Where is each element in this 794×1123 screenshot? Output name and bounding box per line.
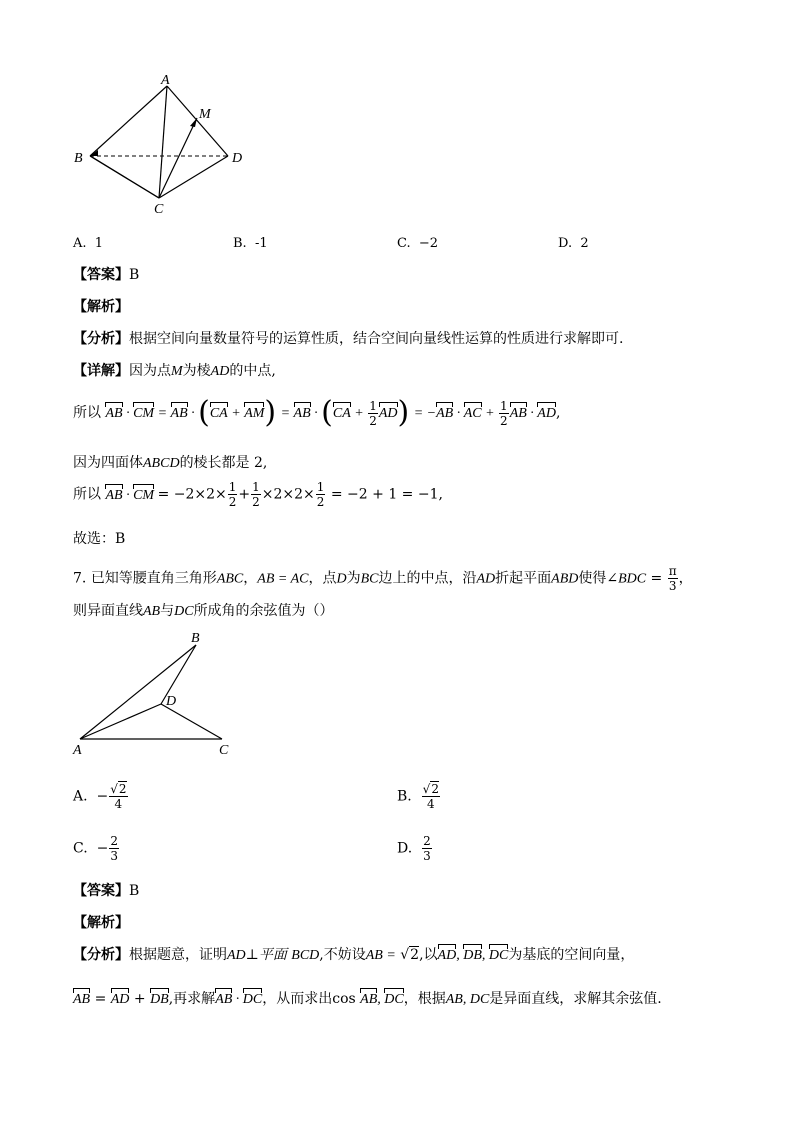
q6-choose: 故选：B (73, 531, 126, 547)
q7-fenxi-line-2: AB = AD + DB,再求解AB · DC，从而求出cos AB, DC，根据AB, DC是异面直线，求解其余弦值. (73, 991, 662, 1007)
q6-answer: 【答案】B (73, 267, 140, 283)
q7-answer: 【答案】B (73, 883, 140, 899)
q7-option-a: A. − $\frac{√2}{4}$ (73, 782, 127, 811)
q6-analysis-heading: 【解析】 (73, 299, 129, 315)
q7-option-d: D. $\frac{2}{3}$ (397, 834, 431, 863)
fig2-label-D: D (166, 694, 177, 709)
fig2-label-A: A (73, 743, 82, 758)
label-A: A (161, 73, 170, 88)
q6-fenxi: 【分析】根据空间向量数量符号的运算性质，结合空间向量线性运算的性质进行求解即可. (73, 331, 624, 347)
q7-option-b: B. $\frac{√2}{4}$ (397, 782, 439, 811)
q6-option-b: B. -1 (233, 236, 268, 251)
q6-detail: 【详解】因为点M为棱AD的中点, (73, 363, 276, 379)
label-C: C (154, 202, 164, 217)
q7-text-2: 则异面直线AB与DC所成角的余弦值为（） (73, 603, 334, 619)
q7-text-1: 7. 已知等腰直角三角形ABC，AB = AC，点D为BC边上的中点，沿AD折起平面ABD使得∠BDC = $\frac{\pi}{3}$ ， (73, 564, 693, 593)
q7-fenxi-line-1: 【分析】根据题意，证明AD⊥平面 BCD,不妨设AB = √2,以AD, DB, DC为基底的空间向量， (73, 947, 635, 963)
tetrahedron-figure (60, 70, 260, 220)
q6-option-a: A. 1 (73, 236, 104, 251)
q6-tetra: 因为四面体ABCD的棱长都是 2, (73, 455, 268, 471)
fig2-label-C: C (219, 743, 229, 758)
q6-option-d: D. 2 (558, 236, 589, 251)
q7-option-c: C. − $\frac{2}{3}$ (73, 834, 118, 863)
label-M: M (199, 107, 211, 122)
fig2-label-B: B (191, 631, 200, 646)
q6-equation-1: 所以 AB · CM = AB · (CA + AM) = AB · (CA + $\frac{1}{2}$ AD) = −AB · AC + $\frac{1}{2}$ AB · AD, (73, 395, 561, 430)
q6-option-c: C. −2 (397, 236, 439, 251)
folded-triangle-figure (65, 625, 255, 765)
label-B: B (74, 151, 83, 166)
q6-equation-2: 所以 AB · CM = −2×2× $\frac{1}{2}$ + $\frac{1}{2}$ ×2×2× $\frac{1}{2}$ = −2 + 1 = −1, (73, 480, 443, 509)
label-D: D (232, 151, 243, 166)
q7-analysis-heading: 【解析】 (73, 915, 129, 931)
